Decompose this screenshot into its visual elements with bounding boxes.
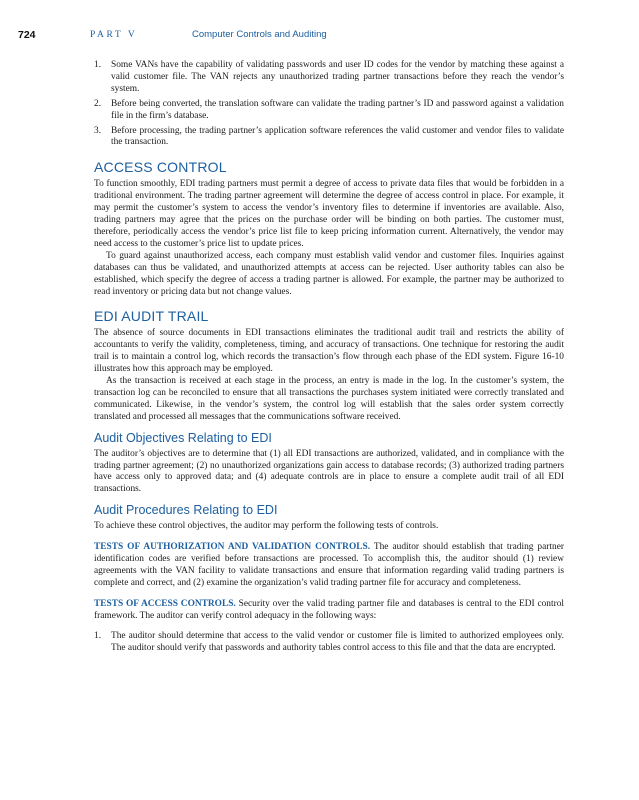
running-header [18,29,618,45]
intro-list [94,60,564,149]
list-item [94,126,564,150]
paragraph-access-controls [94,599,564,623]
list-number: 2. [94,98,102,109]
list-number: 1. [94,630,102,641]
list-text: The auditor should determine that access to the valid vendor or customer file is limited to authorized employees only. The auditor should verify that passwords and authority tables control access to this file and that the data are encrypted. [111,630,564,653]
paragraph: To guard against unauthorized access, each company must establish valid vendor and customer files. Inquiries against databases can thus be validated, and unauthorized attempts at access can be rejected. User authority tables can also be established, which specify the degree of access a trading partner is allowed. For example, the partner may be authorized to read inventory or pricing data but not change values. [94,250,564,297]
access-tests-list [94,631,564,655]
subsection-heading-audit-objectives: Audit Objectives Relating to EDI [94,430,272,445]
paragraph: As the transaction is received at each stage in the process, an entry is made in the log. In the customer’s system, the transaction log can be reconciled to ensure that all transactions the purchases system initiated were correctly translated and communicated. Likewise, in the vendor’s system, the control log will establish that the sales order system correctly translated and processed all messages that the communications software received. [94,376,564,422]
paragraph: The absence of source documents in EDI transactions eliminates the traditional audit trail and restricts the ability of accountants to verify the validity, completeness, timing, and accuracy of transactions. One technique for restoring the audit trail is to maintain a control log, which records the transaction’s flow through each phase of the EDI system. Figure 16-10 illustrates how this approach may be employed. [94,328,564,375]
list-text: Some VANs have the capability of validating passwords and user ID codes for the vendor by matching these against a valid customer file. The VAN rejects any unauthorized trading partner transactions before they reach the vendor’s system. [111,60,564,94]
list-item [94,631,564,655]
run-in-text: Security over the valid trading partner file and databases is central to the EDI control framework. The auditor can verify control adequacy in the following ways: [94,598,565,621]
paragraph: To function smoothly, EDI trading partners must permit a degree of access to private data files that would be forbidden in a traditional environment. The trading partner agreement will determine the degree of access control in place. For example, it may permit the customer’s system to access the vendor’s inventory files to determine if inventories are available. Also, trading partners may agree that the prices on the purchase order will be binding on both parties. The customer must, therefore, periodically access the vendor’s price list file to keep pricing information current. Alternatively, the vendor may need access to the customer’s price list to update prices. [94,179,564,249]
list-item [94,99,564,123]
page-body [94,60,564,657]
subsection-heading-audit-procedures: Audit Procedures Relating to EDI [94,503,278,518]
run-in-heading: TESTS OF ACCESS CONTROLS. [94,598,236,609]
paragraph: To achieve these control objectives, the auditor may perform the following tests of controls. [94,521,439,532]
page-number: 724 [18,29,36,41]
list-number: 3. [94,125,102,136]
list-text: Before being converted, the translation software can validate the trading partner’s ID and password against a validation file in the firm’s database. [111,98,564,121]
list-text: Before processing, the trading partner’s application software references the valid customer and vendor files to validate the transaction. [111,125,564,148]
paragraph: The auditor’s objectives are to determine that (1) all EDI transactions are authorized, validated, and in compliance with the trading partner agreement; (2) no unauthorized organizations gain access to database records; (3) authorized trading partners have access only to approved data; and (4) adequate controls are in place to ensure a complete audit trail of all EDI transactions. [94,448,564,495]
list-number: 1. [94,60,102,70]
section-heading-access-control: ACCESS CONTROL [94,159,227,176]
list-item [94,60,564,96]
run-in-heading: TESTS OF AUTHORIZATION AND VALIDATION CONTROLS. [94,542,371,553]
paragraph-auth-validation [94,542,564,590]
section-heading-edi-audit-trail: EDI AUDIT TRAIL [94,308,209,325]
running-title: Computer Controls and Auditing [192,29,327,40]
run-in-text: The auditor should establish that trading partner identification codes are verified before transactions are processed. To accomplish this, the auditor should (1) review agreements with the VAN facility to validate transactions and ensure that information regarding valid trading partners is complete and correct, and (2) examine the organization’s valid trading partner file for accuracy and completeness. [94,542,564,588]
part-label: PART V [90,30,138,40]
